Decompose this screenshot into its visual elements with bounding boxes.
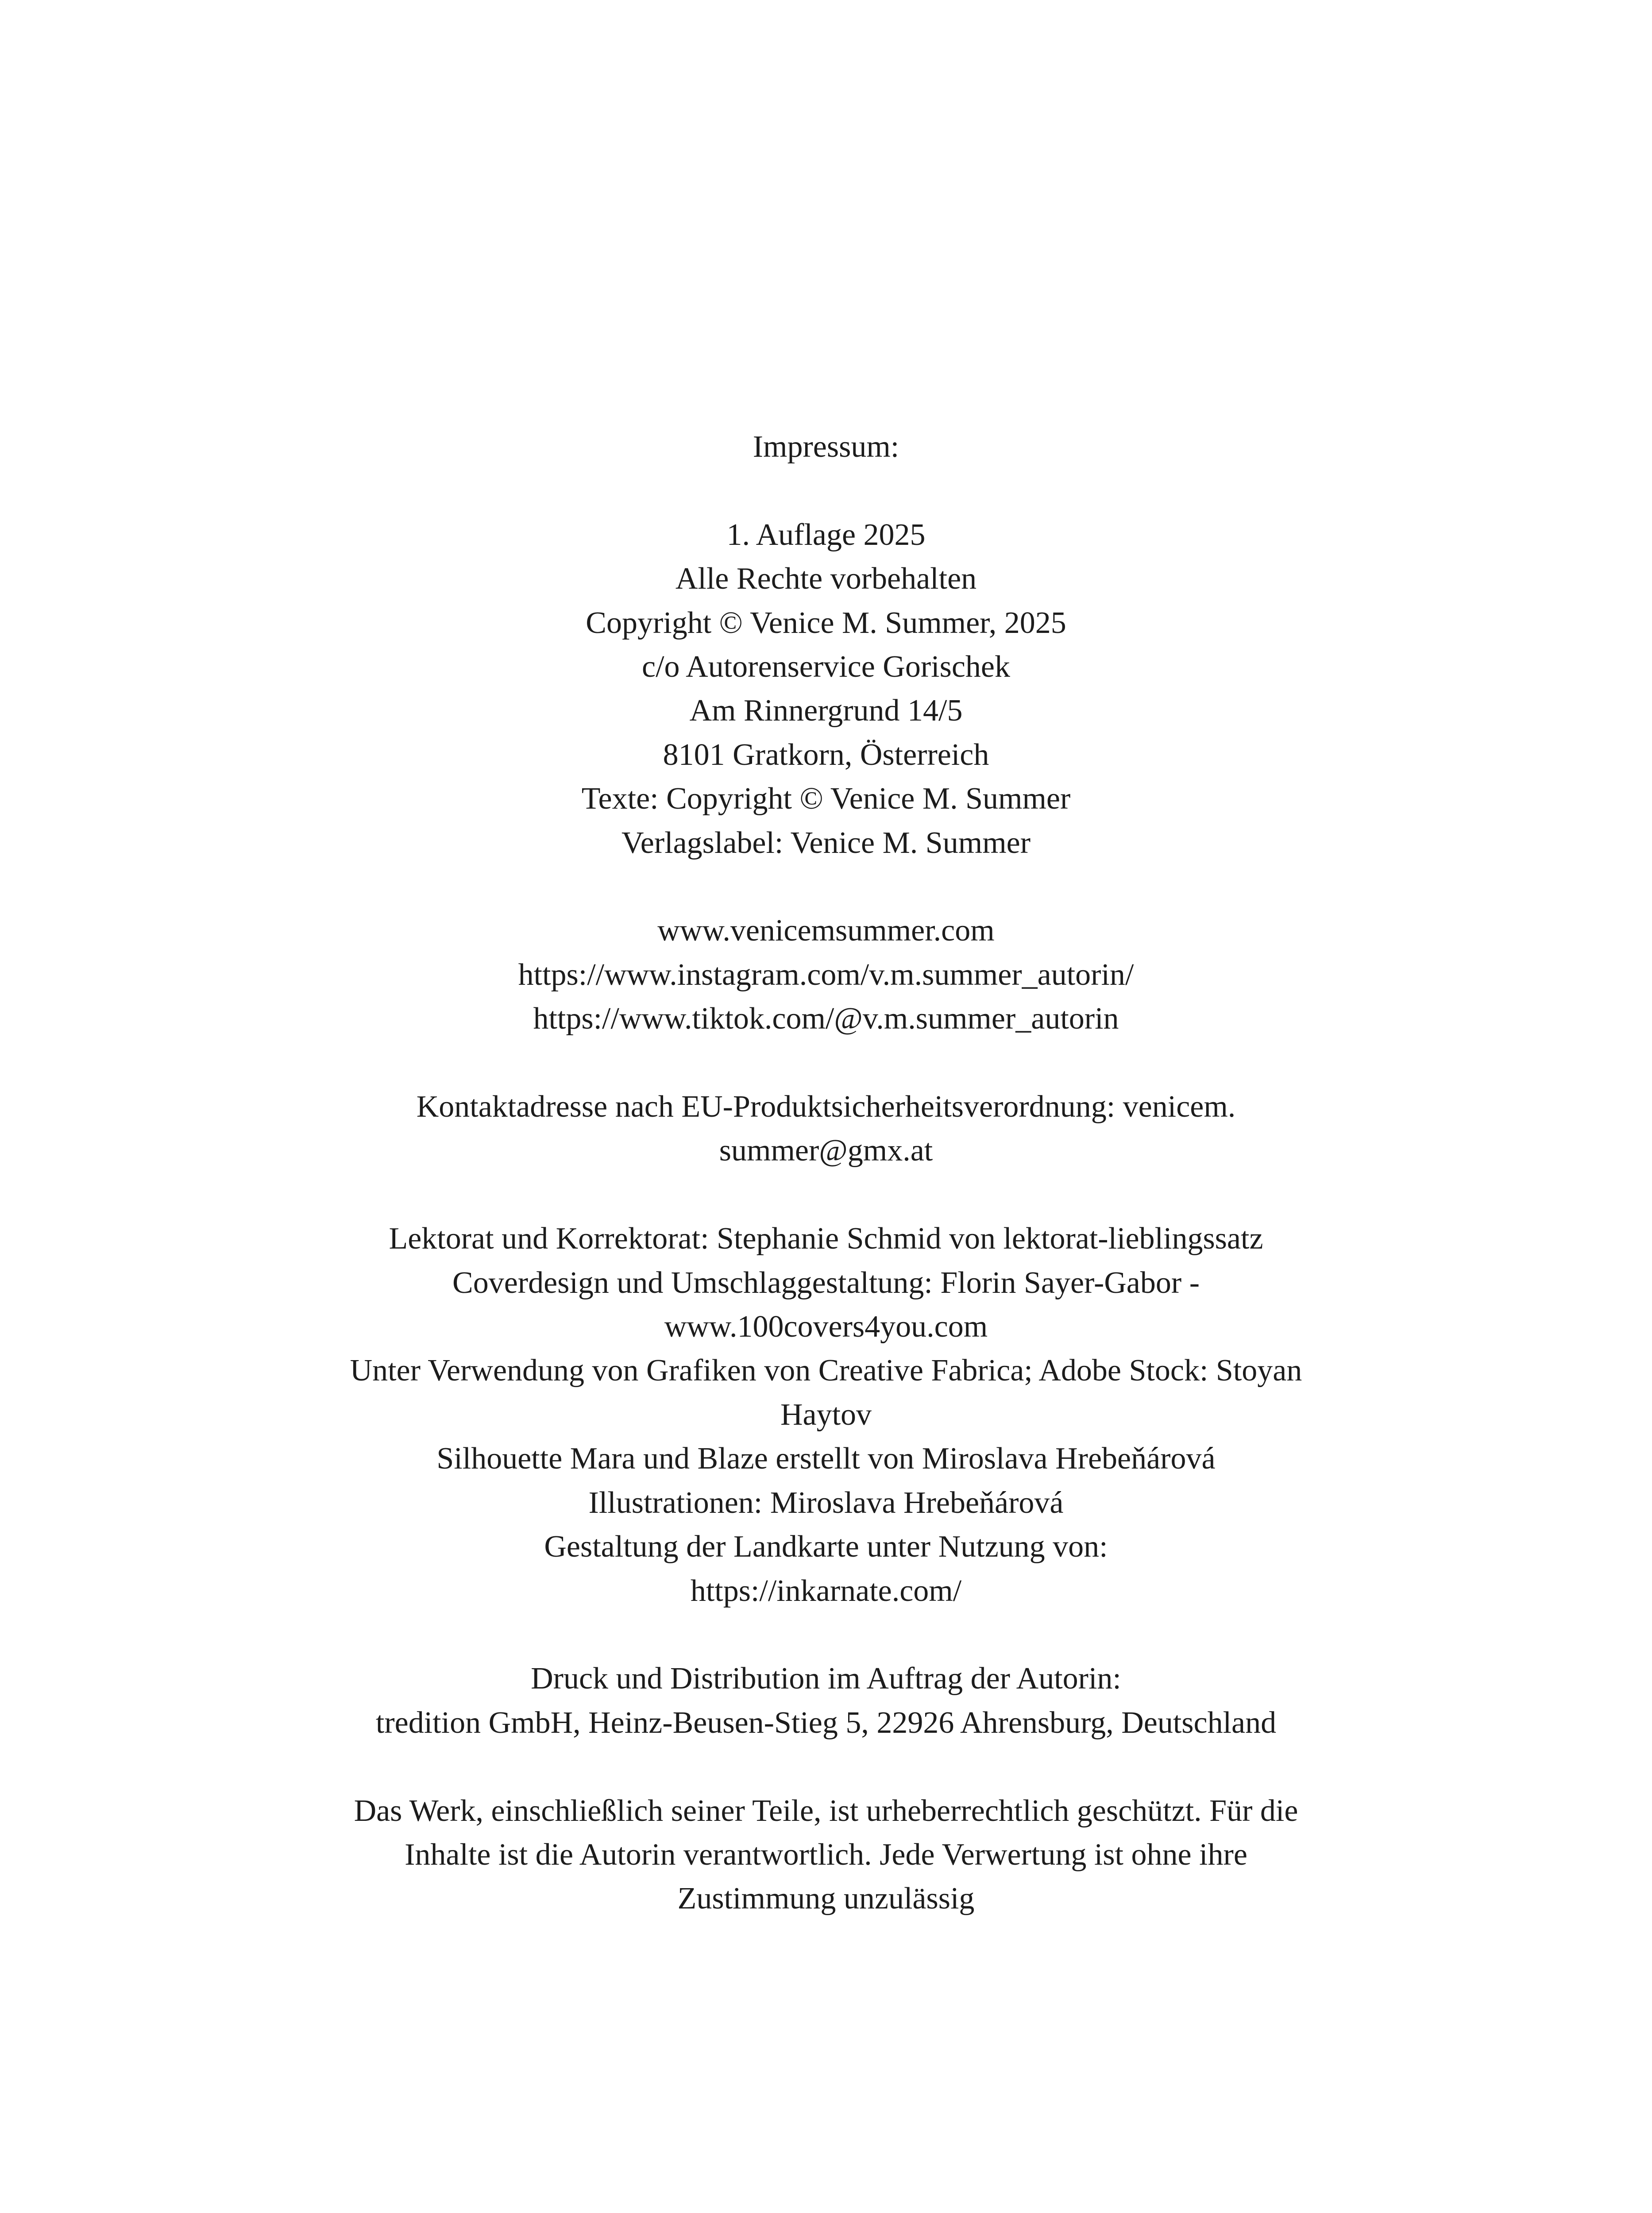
edition-line: 1. Auflage 2025 [726, 517, 926, 552]
legal-line: Inhalte ist die Autorin verantwortlich. Jede Verwertung ist ohne ihre [405, 1837, 1247, 1872]
map-credit-url: https://inkarnate.com/ [690, 1573, 962, 1608]
texts-copyright-line: Texte: Copyright © Venice M. Summer [581, 782, 1071, 816]
contact-line: Kontaktadresse nach EU-Produktsicherheitsverordnung: venicem. [416, 1090, 1236, 1124]
section-spacer [0, 1745, 1652, 1789]
cover-credit: Coverdesign und Umschlaggestaltung: Florin Sayer-Gabor - [452, 1265, 1200, 1300]
imprint-content [0, 425, 1652, 1921]
website-link[interactable]: www.venicemsummer.com [657, 914, 995, 948]
illustrations-credit: Illustrationen: Miroslava Hrebeňárová [588, 1485, 1064, 1520]
section-spacer [0, 865, 1652, 909]
graphics-credit-cont: Haytov [780, 1397, 872, 1432]
contact-block [0, 1085, 1652, 1173]
rights-line: Alle Rechte vorbehalten [675, 562, 977, 596]
publisher-label-line: Verlagslabel: Venice M. Summer [621, 825, 1031, 860]
print-block [0, 1657, 1652, 1745]
legal-line: Das Werk, einschließlich seiner Teile, ist urheberrechtlich geschützt. Für die [354, 1793, 1298, 1828]
graphics-credit: Unter Verwendung von Grafiken von Creative Fabrica; Adobe Stock: Stoyan [350, 1353, 1302, 1388]
distributor-line: tredition GmbH, Heinz-Beusen-Stieg 5, 22926 Ahrensburg, Deutschland [375, 1705, 1277, 1740]
address-city-line: 8101 Gratkorn, Österreich [663, 737, 989, 772]
section-spacer [0, 1613, 1652, 1657]
edition-block [0, 513, 1652, 865]
section-spacer [0, 1173, 1652, 1217]
address-co-line: c/o Autorenservice Gorischek [642, 650, 1010, 684]
tiktok-link[interactable]: https://www.tiktok.com/@v.m.summer_autorin [533, 1002, 1119, 1036]
section-spacer [0, 1041, 1652, 1085]
imprint-title: Impressum: [753, 430, 899, 464]
print-line: Druck und Distribution im Auftrag der Autorin: [531, 1662, 1121, 1696]
map-credit: Gestaltung der Landkarte unter Nutzung von: [544, 1530, 1108, 1564]
copyright-line: Copyright © Venice M. Summer, 2025 [586, 605, 1066, 640]
silhouette-credit: Silhouette Mara und Blaze erstellt von Miroslava Hrebeňárová [436, 1442, 1216, 1476]
credits-block [0, 1217, 1652, 1613]
instagram-link[interactable]: https://www.instagram.com/v.m.summer_autorin/ [518, 957, 1134, 992]
editing-credit: Lektorat und Korrektorat: Stephanie Schmid von lektorat-lieblingssatz [389, 1222, 1263, 1256]
cover-credit-url: www.100covers4you.com [664, 1310, 988, 1344]
legal-block [0, 1789, 1652, 1921]
links-block [0, 909, 1652, 1041]
address-street-line: Am Rinnergrund 14/5 [689, 694, 963, 728]
contact-email-line: summer@gmx.at [719, 1133, 933, 1168]
legal-line: Zustimmung unzulässig [677, 1881, 975, 1916]
section-spacer [0, 469, 1652, 513]
